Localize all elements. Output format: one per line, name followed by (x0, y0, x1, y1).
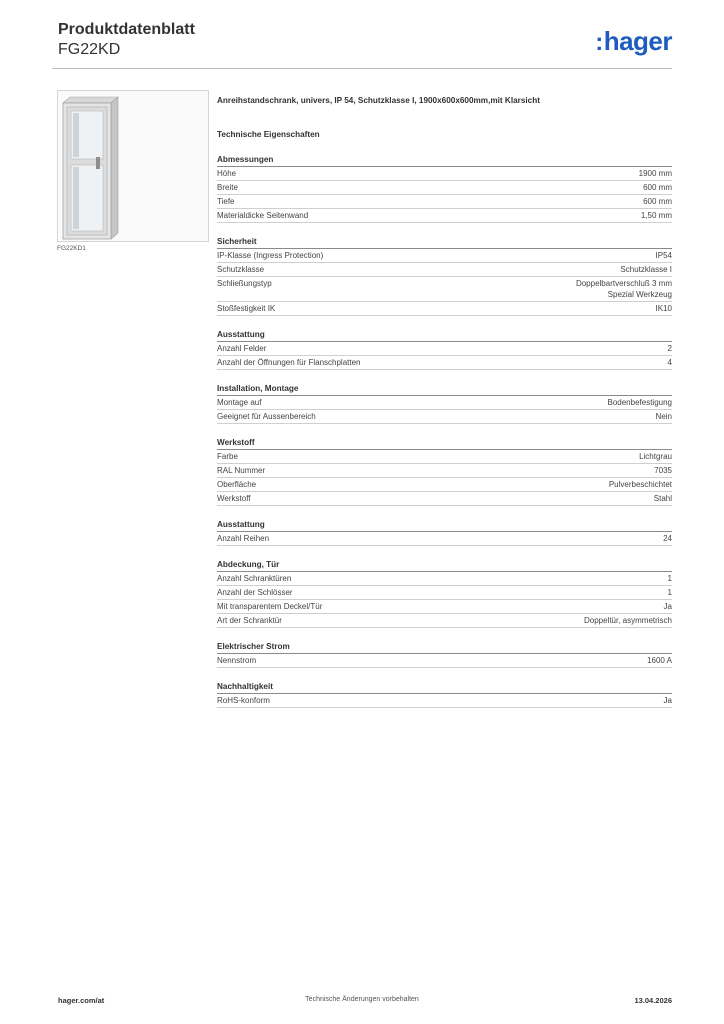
spec-label: Schutzklasse (217, 265, 265, 274)
spec-sections (217, 154, 672, 708)
technical-properties-heading: Technische Eigenschaften (217, 130, 320, 139)
spec-row (217, 181, 672, 195)
product-description: Anreihstandschrank, univers, IP 54, Schutzklasse I, 1900x600x600mm,mit Klarsicht (217, 96, 540, 105)
cabinet-illustration (58, 91, 208, 241)
section-title: Installation, Montage (217, 383, 672, 396)
image-caption: FG22KD1 (57, 245, 86, 252)
spec-label: Anzahl Felder (217, 344, 267, 353)
section-title: Sicherheit (217, 236, 672, 249)
spec-value: Doppeltür, asymmetrisch (583, 616, 672, 625)
spec-section (217, 519, 672, 546)
spec-label: Höhe (217, 169, 237, 178)
spec-value: Ja (663, 696, 672, 705)
footer-notice: Technische Änderungen vorbehalten (305, 996, 419, 1003)
spec-section (217, 329, 672, 370)
spec-label: Anzahl der Schlösser (217, 588, 293, 597)
spec-label: Anzahl Schranktüren (217, 574, 292, 583)
spec-section (217, 681, 672, 708)
spec-row (217, 478, 672, 492)
spec-row (217, 195, 672, 209)
spec-row (217, 167, 672, 181)
footer-website: hager.com/at (58, 996, 105, 1005)
page-header (58, 20, 672, 64)
spec-row (217, 586, 672, 600)
spec-label: Tiefe (217, 197, 235, 206)
spec-value: Ja (663, 602, 672, 611)
section-title: Nachhaltigkeit (217, 681, 672, 694)
spec-value: 1600 A (647, 656, 672, 665)
spec-section (217, 236, 672, 316)
spec-label: Anzahl der Öffnungen für Flanschplatten (217, 358, 361, 367)
spec-value: Nein (655, 412, 672, 421)
product-code: FG22KD (58, 41, 121, 58)
spec-row (217, 694, 672, 708)
spec-row (217, 356, 672, 370)
spec-value: Pulverbeschichtet (608, 480, 672, 489)
spec-label: Mit transparentem Deckel/Tür (217, 602, 323, 611)
spec-row (217, 614, 672, 628)
section-title: Ausstattung (217, 329, 672, 342)
spec-label: Schließungstyp (217, 279, 272, 288)
spec-label: Anzahl Reihen (217, 534, 270, 543)
spec-row (217, 654, 672, 668)
spec-row (217, 396, 672, 410)
spec-value: 2 (667, 344, 672, 353)
spec-value: Doppelbartverschluß 3 mm Spezial Werkzeug (575, 279, 672, 299)
spec-row (217, 464, 672, 478)
spec-row (217, 572, 672, 586)
spec-value: Bodenbefestigung (607, 398, 672, 407)
section-title: Werkstoff (217, 437, 672, 450)
spec-value: 600 mm (643, 197, 672, 206)
footer-date: 13.04.2026 (634, 996, 672, 1005)
spec-row (217, 492, 672, 506)
spec-value: Stahl (653, 494, 672, 503)
document-title: Produktdatenblatt (58, 21, 195, 38)
spec-value: 1900 mm (638, 169, 672, 178)
spec-label: Werkstoff (217, 494, 251, 503)
spec-value: 1 (667, 574, 672, 583)
section-title: Ausstattung (217, 519, 672, 532)
spec-label: Materialdicke Seitenwand (217, 211, 309, 220)
spec-label: RoHS-konform (217, 696, 270, 705)
spec-label: Farbe (217, 452, 238, 461)
spec-label: Stoßfestigkeit IK (217, 304, 276, 313)
spec-label: RAL Nummer (217, 466, 266, 475)
spec-value: 600 mm (643, 183, 672, 192)
spec-value: 7035 (654, 466, 672, 475)
spec-section (217, 383, 672, 424)
spec-value: IP54 (655, 251, 672, 260)
spec-section (217, 154, 672, 223)
spec-row (217, 277, 672, 302)
spec-value: 1 (667, 588, 672, 597)
spec-value: 1,50 mm (640, 211, 672, 220)
spec-value: 24 (663, 534, 672, 543)
spec-section (217, 641, 672, 668)
spec-value: Lichtgrau (639, 452, 672, 461)
spec-row (217, 302, 672, 316)
spec-value: IK10 (655, 304, 672, 313)
spec-label: Oberfläche (217, 480, 257, 489)
spec-row (217, 249, 672, 263)
spec-row (217, 342, 672, 356)
section-title: Abmessungen (217, 154, 672, 167)
section-title: Elektrischer Strom (217, 641, 672, 654)
spec-row (217, 532, 672, 546)
spec-label: Geeignet für Aussenbereich (217, 412, 316, 421)
spec-row (217, 209, 672, 223)
spec-row (217, 450, 672, 464)
section-title: Abdeckung, Tür (217, 559, 672, 572)
spec-label: IP-Klasse (Ingress Protection) (217, 251, 324, 260)
hager-logo (595, 26, 672, 56)
spec-row (217, 263, 672, 277)
spec-row (217, 410, 672, 424)
spec-value: 4 (667, 358, 672, 367)
spec-label: Art der Schranktür (217, 616, 282, 625)
spec-label: Nennstrom (217, 656, 257, 665)
spec-section (217, 437, 672, 506)
spec-section (217, 559, 672, 628)
logo-colon: : (595, 29, 603, 56)
header-divider (52, 68, 672, 69)
spec-label: Montage auf (217, 398, 262, 407)
spec-row (217, 600, 672, 614)
specifications (217, 95, 672, 708)
spec-label: Breite (217, 183, 238, 192)
spec-value: Schutzklasse I (620, 265, 672, 274)
logo-word: hager (603, 26, 672, 56)
product-image (57, 90, 209, 242)
